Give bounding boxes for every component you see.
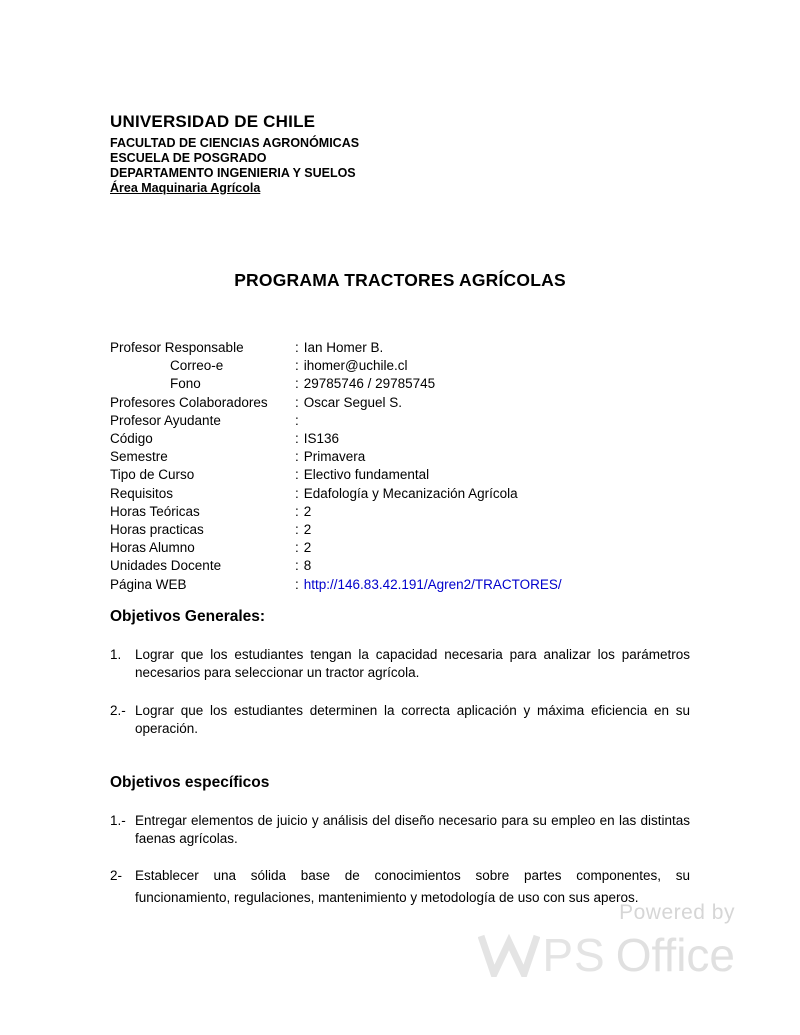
field-label: Semestre — [110, 449, 168, 465]
field-value: Oscar Seguel S. — [303, 394, 403, 410]
item-number: 2.- — [110, 702, 126, 718]
objetivos-especificos-section — [110, 774, 690, 909]
field-row-tipo-curso — [110, 466, 690, 484]
field-separator: : — [295, 394, 299, 410]
field-row-requisitos — [110, 485, 690, 503]
wps-office-logo — [478, 929, 735, 981]
field-separator: : — [295, 431, 299, 447]
field-label: Horas practicas — [110, 522, 204, 538]
field-separator: : — [295, 467, 299, 483]
field-row-horas-alumno — [110, 539, 690, 557]
field-separator: : — [295, 376, 299, 392]
field-value: Primavera — [303, 449, 366, 465]
field-separator: : — [295, 522, 299, 538]
field-separator: : — [295, 449, 299, 465]
course-info-list — [110, 339, 690, 594]
field-value: 29785746 / 29785745 — [303, 376, 436, 392]
field-row-semestre — [110, 448, 690, 466]
field-value: 2 — [303, 522, 312, 538]
field-label: Correo-e — [170, 358, 224, 374]
objective-item — [110, 646, 690, 682]
field-row-fono — [110, 375, 690, 393]
field-value: Ian Homer B. — [303, 340, 384, 355]
field-label: Unidades Docente — [110, 558, 222, 574]
item-number: 1. — [110, 646, 122, 662]
field-value: Electivo fundamental — [303, 467, 430, 483]
field-value: 2 — [303, 540, 312, 556]
web-link[interactable]: http://146.83.42.191/Agren2/TRACTORES/ — [303, 576, 562, 592]
field-separator: : — [295, 558, 299, 574]
field-row-colaboradores — [110, 394, 690, 412]
field-label: Código — [110, 431, 153, 447]
field-label: Profesor Responsable — [110, 340, 244, 355]
wps-logo-letters: PS — [542, 929, 606, 981]
office-text: Office — [615, 929, 735, 981]
field-separator: : — [295, 340, 299, 355]
item-number: 2- — [110, 867, 123, 883]
faculty-line: FACULTAD DE CIENCIAS AGRONÓMICAS — [110, 136, 360, 150]
objetivos-especificos-heading: Objetivos específicos — [110, 773, 270, 791]
school-line: ESCUELA DE POSGRADO — [110, 151, 267, 165]
field-separator: : — [295, 540, 299, 556]
item-text: Establecer una sólida base de conocimientos sobre partes componentes, su funcionamiento, regulaciones, mantenimiento y metodología de uso con sus aperos. — [135, 867, 690, 905]
field-label: Tipo de Curso — [110, 467, 195, 483]
letterhead — [110, 112, 690, 196]
objective-item — [110, 812, 690, 848]
document-title: PROGRAMA TRACTORES AGRÍCOLAS — [234, 270, 566, 290]
item-text: Lograr que los estudiantes determinen la correcta aplicación y máxima eficiencia en su operación. — [135, 702, 690, 736]
field-value-email: ihomer@uchile.cl — [303, 358, 408, 374]
area-line: Área Maquinaria Agrícola — [110, 181, 261, 195]
item-text: Entregar elementos de juicio y análisis del diseño necesario para su empleo en las distintas faenas agrícolas. — [135, 812, 690, 846]
objetivos-generales-section — [110, 608, 690, 738]
objetivos-generales-heading: Objetivos Generales: — [110, 607, 266, 625]
wps-w-icon — [478, 933, 540, 977]
item-number: 1.- — [110, 812, 126, 828]
field-row-horas-teoricas — [110, 503, 690, 521]
field-row-unidades-docente — [110, 557, 690, 575]
objective-item — [110, 865, 690, 909]
field-value: Edafología y Mecanización Agrícola — [303, 485, 518, 501]
field-row-ayudante — [110, 412, 690, 430]
department-line: DEPARTAMENTO INGENIERIA Y SUELOS — [110, 166, 356, 180]
field-row-codigo — [110, 430, 690, 448]
field-separator: : — [295, 503, 299, 519]
field-separator: : — [295, 358, 299, 374]
field-separator: : — [295, 412, 299, 428]
field-row-horas-practicas — [110, 521, 690, 539]
field-label: Fono — [170, 376, 201, 392]
field-row-pagina-web — [110, 576, 690, 594]
wps-watermark — [478, 901, 735, 981]
field-label: Profesores Colaboradores — [110, 394, 268, 410]
field-row-profesor-responsable — [110, 339, 690, 357]
field-value: 8 — [303, 558, 312, 574]
university-name: UNIVERSIDAD DE CHILE — [110, 112, 316, 131]
field-row-correo — [110, 357, 690, 375]
objective-item — [110, 702, 690, 738]
field-separator: : — [295, 576, 299, 592]
item-text: Lograr que los estudiantes tengan la capacidad necesaria para analizar los parámetros necesarios para seleccionar un tractor agrícola. — [135, 646, 690, 680]
field-label: Página WEB — [110, 576, 187, 592]
field-label: Profesor Ayudante — [110, 412, 221, 428]
field-value: 2 — [303, 503, 312, 519]
field-label: Horas Teóricas — [110, 503, 200, 519]
field-label: Horas Alumno — [110, 540, 195, 556]
field-separator: : — [295, 485, 299, 501]
field-value: IS136 — [303, 431, 340, 447]
powered-by-text: Powered by — [619, 901, 735, 924]
field-label: Requisitos — [110, 485, 174, 501]
